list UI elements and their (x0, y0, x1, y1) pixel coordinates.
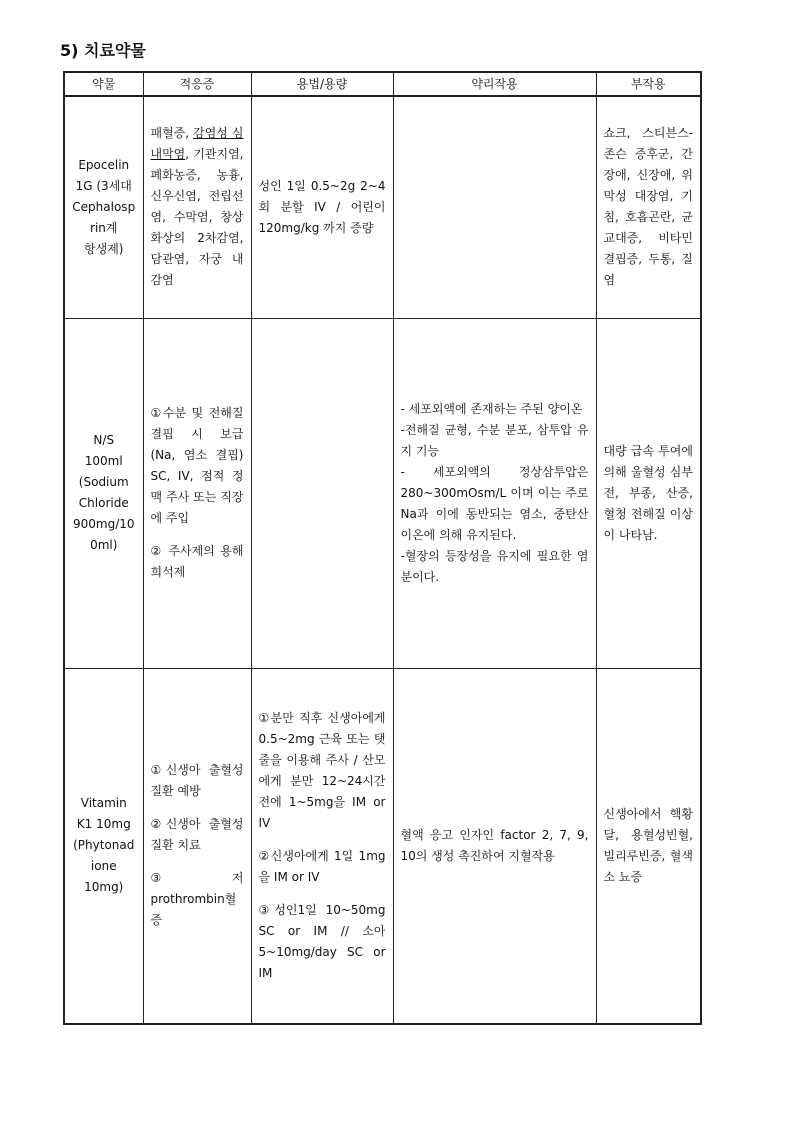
drug-name-cell (64, 668, 143, 1024)
indication-item: ③ 저prothrombin혈증 (150, 871, 244, 928)
header-drug: 약물 (64, 72, 143, 96)
drug-name-line: 1G (3세대 (75, 178, 132, 193)
drug-name-line: rin계 (90, 220, 118, 235)
header-dosage: 용법/용량 (251, 72, 393, 96)
drug-name-line: Vitamin (80, 796, 127, 811)
pharmacology-cell (393, 96, 596, 318)
drug-name-cell (64, 96, 143, 318)
pharmacology-item: -전해질 균형, 수분 분포, 삼투압 유지 기능 (400, 422, 589, 458)
header-pharmacology: 약리작용 (393, 72, 596, 96)
side-effects-text: 쇼크, 스티븐스-존슨 증후군, 간장애, 신장애, 위막성 대장염, 기침, 호흡곤란, 균교대증, 비타민 결핍증, 두통, 질염 (603, 126, 693, 288)
drug-table (63, 71, 702, 1025)
spacer (151, 802, 244, 814)
header-indication: 적응증 (143, 72, 251, 96)
drug-name-cell (64, 318, 143, 668)
dosage-cell (251, 668, 393, 1024)
spacer (151, 529, 244, 541)
dosage-cell (251, 96, 393, 318)
indication-text: 패혈증, (150, 126, 194, 141)
drug-name-line: ione (90, 859, 117, 874)
indication-item: ①수분 및 전해질 결핍 시 보급 (Na, 염소 결핍) SC, IV, 점적 정맥 주사 또는 직장에 주입 (150, 406, 244, 525)
pharmacology-cell (393, 318, 596, 668)
indication-underlined-text: 감염성 심내막염 (150, 126, 244, 162)
dosage-text: 성인 1일 0.5~2g 2~4회 분할 IV / 어린이 120mg/kg 까지 증량 (258, 178, 386, 235)
drug-name-line: (Phytonad (73, 838, 135, 853)
pharmacology-item: - 세포외액의 정상삼투압은 280~300mOsm/L 이며 이는 주로 Na과 이에 동반되는 염소, 중탄산 이온에 의해 유지된다. (400, 464, 589, 542)
spacer (259, 834, 386, 846)
indication-cell (143, 668, 251, 1024)
drug-name-line: N/S (93, 433, 115, 447)
pharmacology-item: - 세포외액에 존재하는 주된 양이온 (400, 401, 583, 416)
pharmacology-item: -혈장의 등장성을 유지에 필요한 염분이다. (400, 548, 589, 584)
dosage-item: ③성인1일 10~50mg SC or IM // 소아 5~10mg/day SC or IM (258, 902, 386, 980)
drug-name-line: Cephalosp (72, 199, 136, 214)
header-side-effects: 부작용 (596, 72, 701, 96)
drug-name-line: K1 10mg (76, 817, 131, 832)
drug-name-line: 10mg) (84, 880, 124, 895)
spacer (259, 888, 386, 900)
table-header-row (64, 72, 701, 96)
dosage-item: ①분만 직후 신생아에게 0.5~2mg 근육 또는 탯줄을 이용해 주사 / 산모에게 분만 12~24시간 전에 1~5mg을 IM or IV (258, 710, 386, 830)
side-effects-cell (596, 96, 701, 318)
side-effects-text: 신생아에서 핵황달, 용혈성빈혈, 빌리루빈증, 혈색소 뇨증 (603, 806, 693, 884)
drug-name-line: 0ml) (90, 538, 118, 552)
table-row (64, 668, 701, 1024)
drug-name-line: 900mg/10 (72, 517, 135, 531)
pharmacology-item: 혈액 응고 인자인 factor 2, 7, 9, 10의 생성 촉진하여 지혈작용 (400, 827, 589, 863)
drug-name-line: 항생제) (84, 241, 124, 256)
dosage-item: ②신생아에게 1일 1mg을 IM or IV (258, 848, 386, 884)
table-row (64, 318, 701, 668)
dosage-cell (251, 318, 393, 668)
side-effects-text: 대량 급속 투여에 의해 울혈성 심부전, 부종, 산증, 혈청 전해질 이상이 나타남. (603, 443, 693, 542)
section-title: 5) 치료약물 (60, 41, 146, 60)
drug-name-line: Epocelin (78, 157, 130, 172)
side-effects-cell (596, 668, 701, 1024)
indication-item: ①신생아 출혈성 질환 예방 (150, 763, 244, 799)
indication-cell (143, 96, 251, 318)
spacer (151, 856, 244, 868)
side-effects-cell (596, 318, 701, 668)
drug-name-line: (Sodium (78, 475, 129, 489)
indication-cell (143, 318, 251, 668)
drug-name-line: 100ml (84, 454, 123, 468)
indication-text: , 기관지염, 폐화농증, 농흉, 신우신염, 전립선염, 수막염, 창상 화상의 2차감염, 담관염, 자궁 내 감염 (150, 147, 244, 288)
drug-name-line: Chloride (78, 496, 129, 510)
pharmacology-cell (393, 668, 596, 1024)
indication-item: ②신생아 출혈성 질환 치료 (150, 817, 244, 853)
indication-item: ② 주사제의 용해 희석제 (150, 544, 244, 579)
table-row (64, 96, 701, 318)
